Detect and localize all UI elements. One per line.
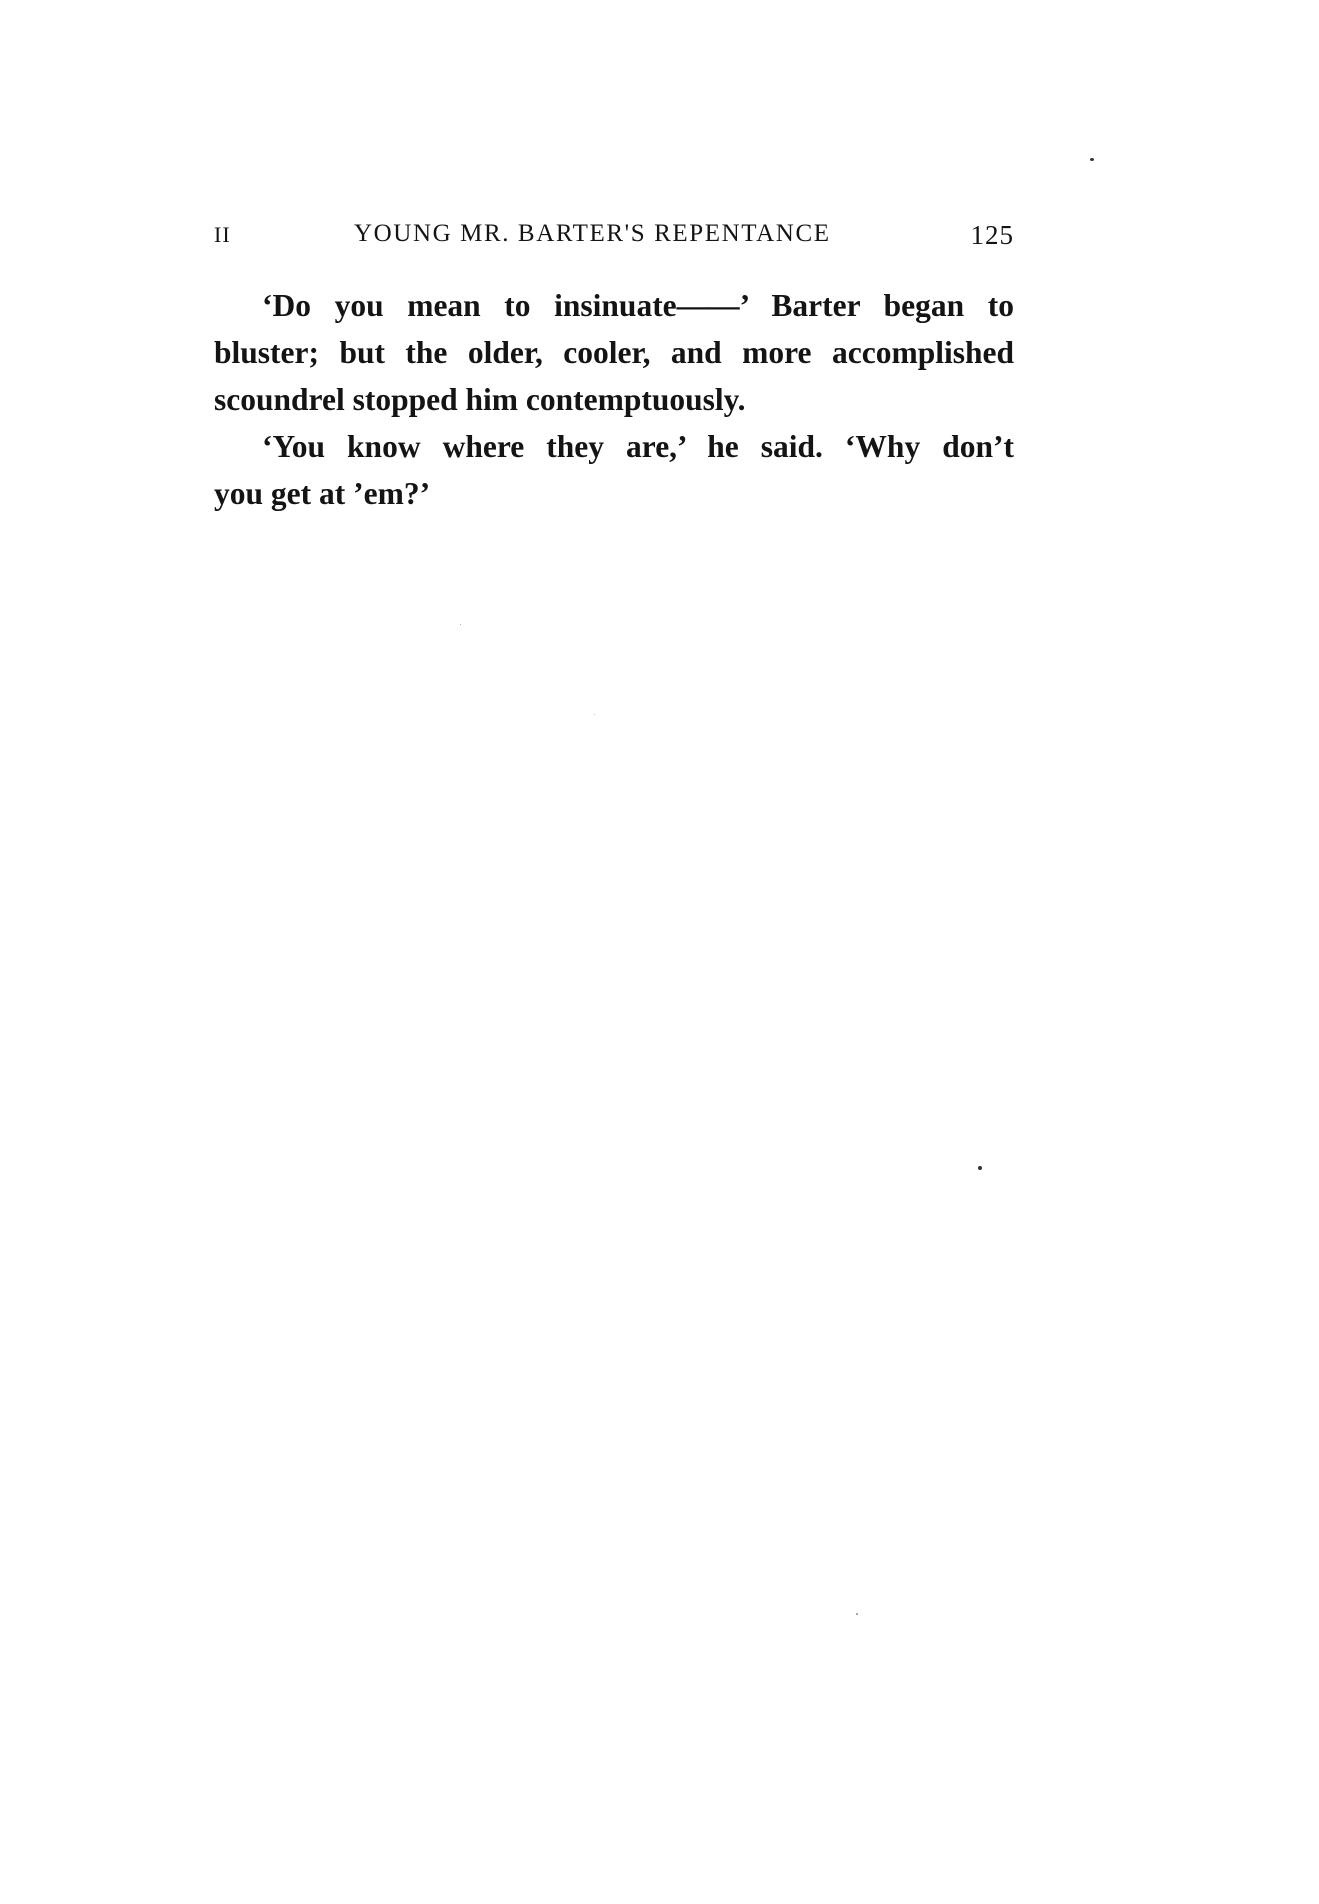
page-number: 125 [970,220,1014,250]
text-line: bluster; but the older, cooler, and more accomplished [214,335,1014,370]
scan-speck [856,1613,858,1615]
chapter-number: II [214,222,231,247]
scan-speck [978,1166,982,1170]
text-line: ‘Do you mean to insinuate——’ Barter began to [262,288,1014,323]
text-line: scoundrel stopped him contemptuously. [214,382,746,417]
scan-speck [594,714,595,715]
running-head [214,218,1014,258]
paragraph [214,282,1014,423]
scan-speck [460,624,461,625]
text-line: you get at ’em?’ [214,476,431,511]
scan-speck [1090,158,1094,161]
text-line: ‘You know where they are,’ he said. ‘Why don’t [262,429,1014,464]
body-text [214,282,1014,517]
running-title: YOUNG MR. BARTER'S REPENTANCE [354,220,831,247]
paragraph [214,423,1014,517]
